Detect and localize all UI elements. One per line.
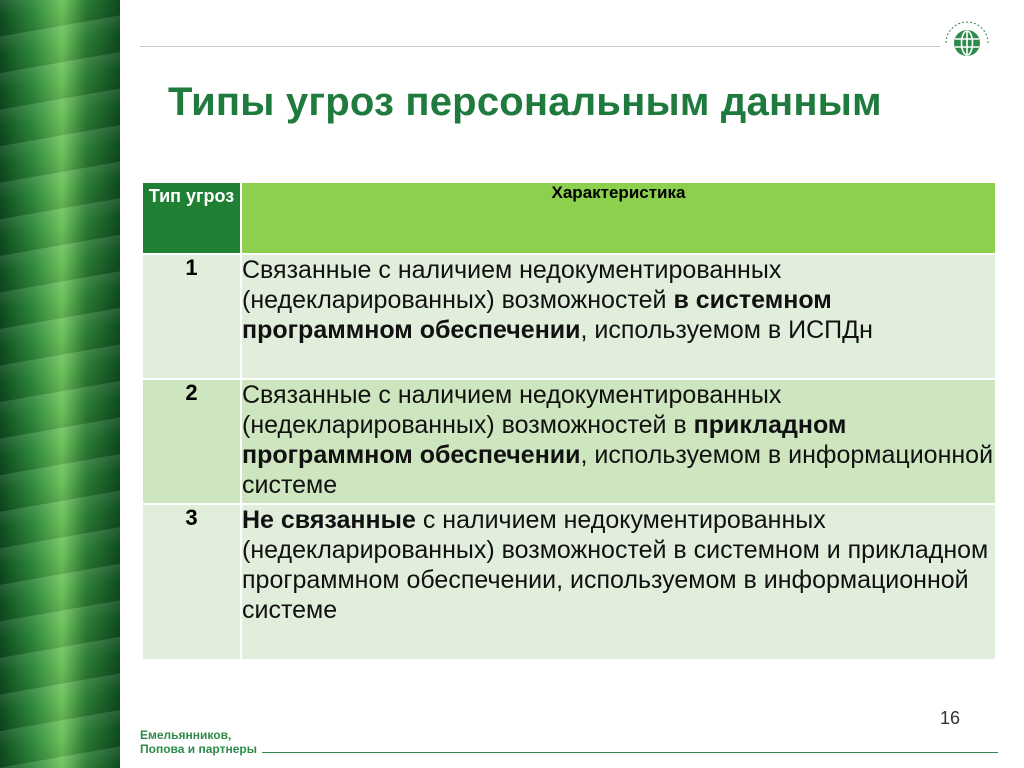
description-text: с наличием недокументированных (недекларированных) возможностей в системном и прикладном программном обеспечении, используемом в информационной системе [242,506,989,624]
bottom-divider [262,752,998,753]
globe-icon [936,10,998,72]
description-text: , используемом в ИСПДн [580,316,873,344]
description-emphasis: Не связанные [242,506,416,534]
header-characteristic: Характеристика [241,182,996,254]
description-text: , используемом в информационной системе [242,441,994,499]
header-threat-type: Тип угроз [142,182,241,254]
description-emphasis: прикладном программном обеспечении [242,411,847,469]
page-title: Типы угроз персональным данным [168,80,882,124]
page-number: 16 [940,708,961,728]
footer-logo [140,728,257,756]
table-row [142,254,996,379]
threat-characteristic [241,504,996,660]
description-text: Связанные с наличием недокументированных (недекларированных) возможностей [242,256,782,314]
footer-logo-line: Попова и партнеры [140,742,257,756]
threat-characteristic [241,254,996,379]
threat-characteristic [241,379,996,504]
table-header-row [142,182,996,254]
top-divider [140,46,940,47]
footer-logo-line: Емельянников, [140,728,232,742]
table-row [142,379,996,504]
description-text: Связанные с наличием недокументированных (недекларированных) возможностей в [242,381,782,439]
threat-type-number: 1 [142,254,241,379]
threat-type-number: 2 [142,379,241,504]
table-row [142,504,996,660]
threat-types-table [141,181,997,661]
description-emphasis: в системном программном обеспечении [242,286,832,344]
threat-type-number: 3 [142,504,241,660]
decorative-green-band [0,0,120,768]
